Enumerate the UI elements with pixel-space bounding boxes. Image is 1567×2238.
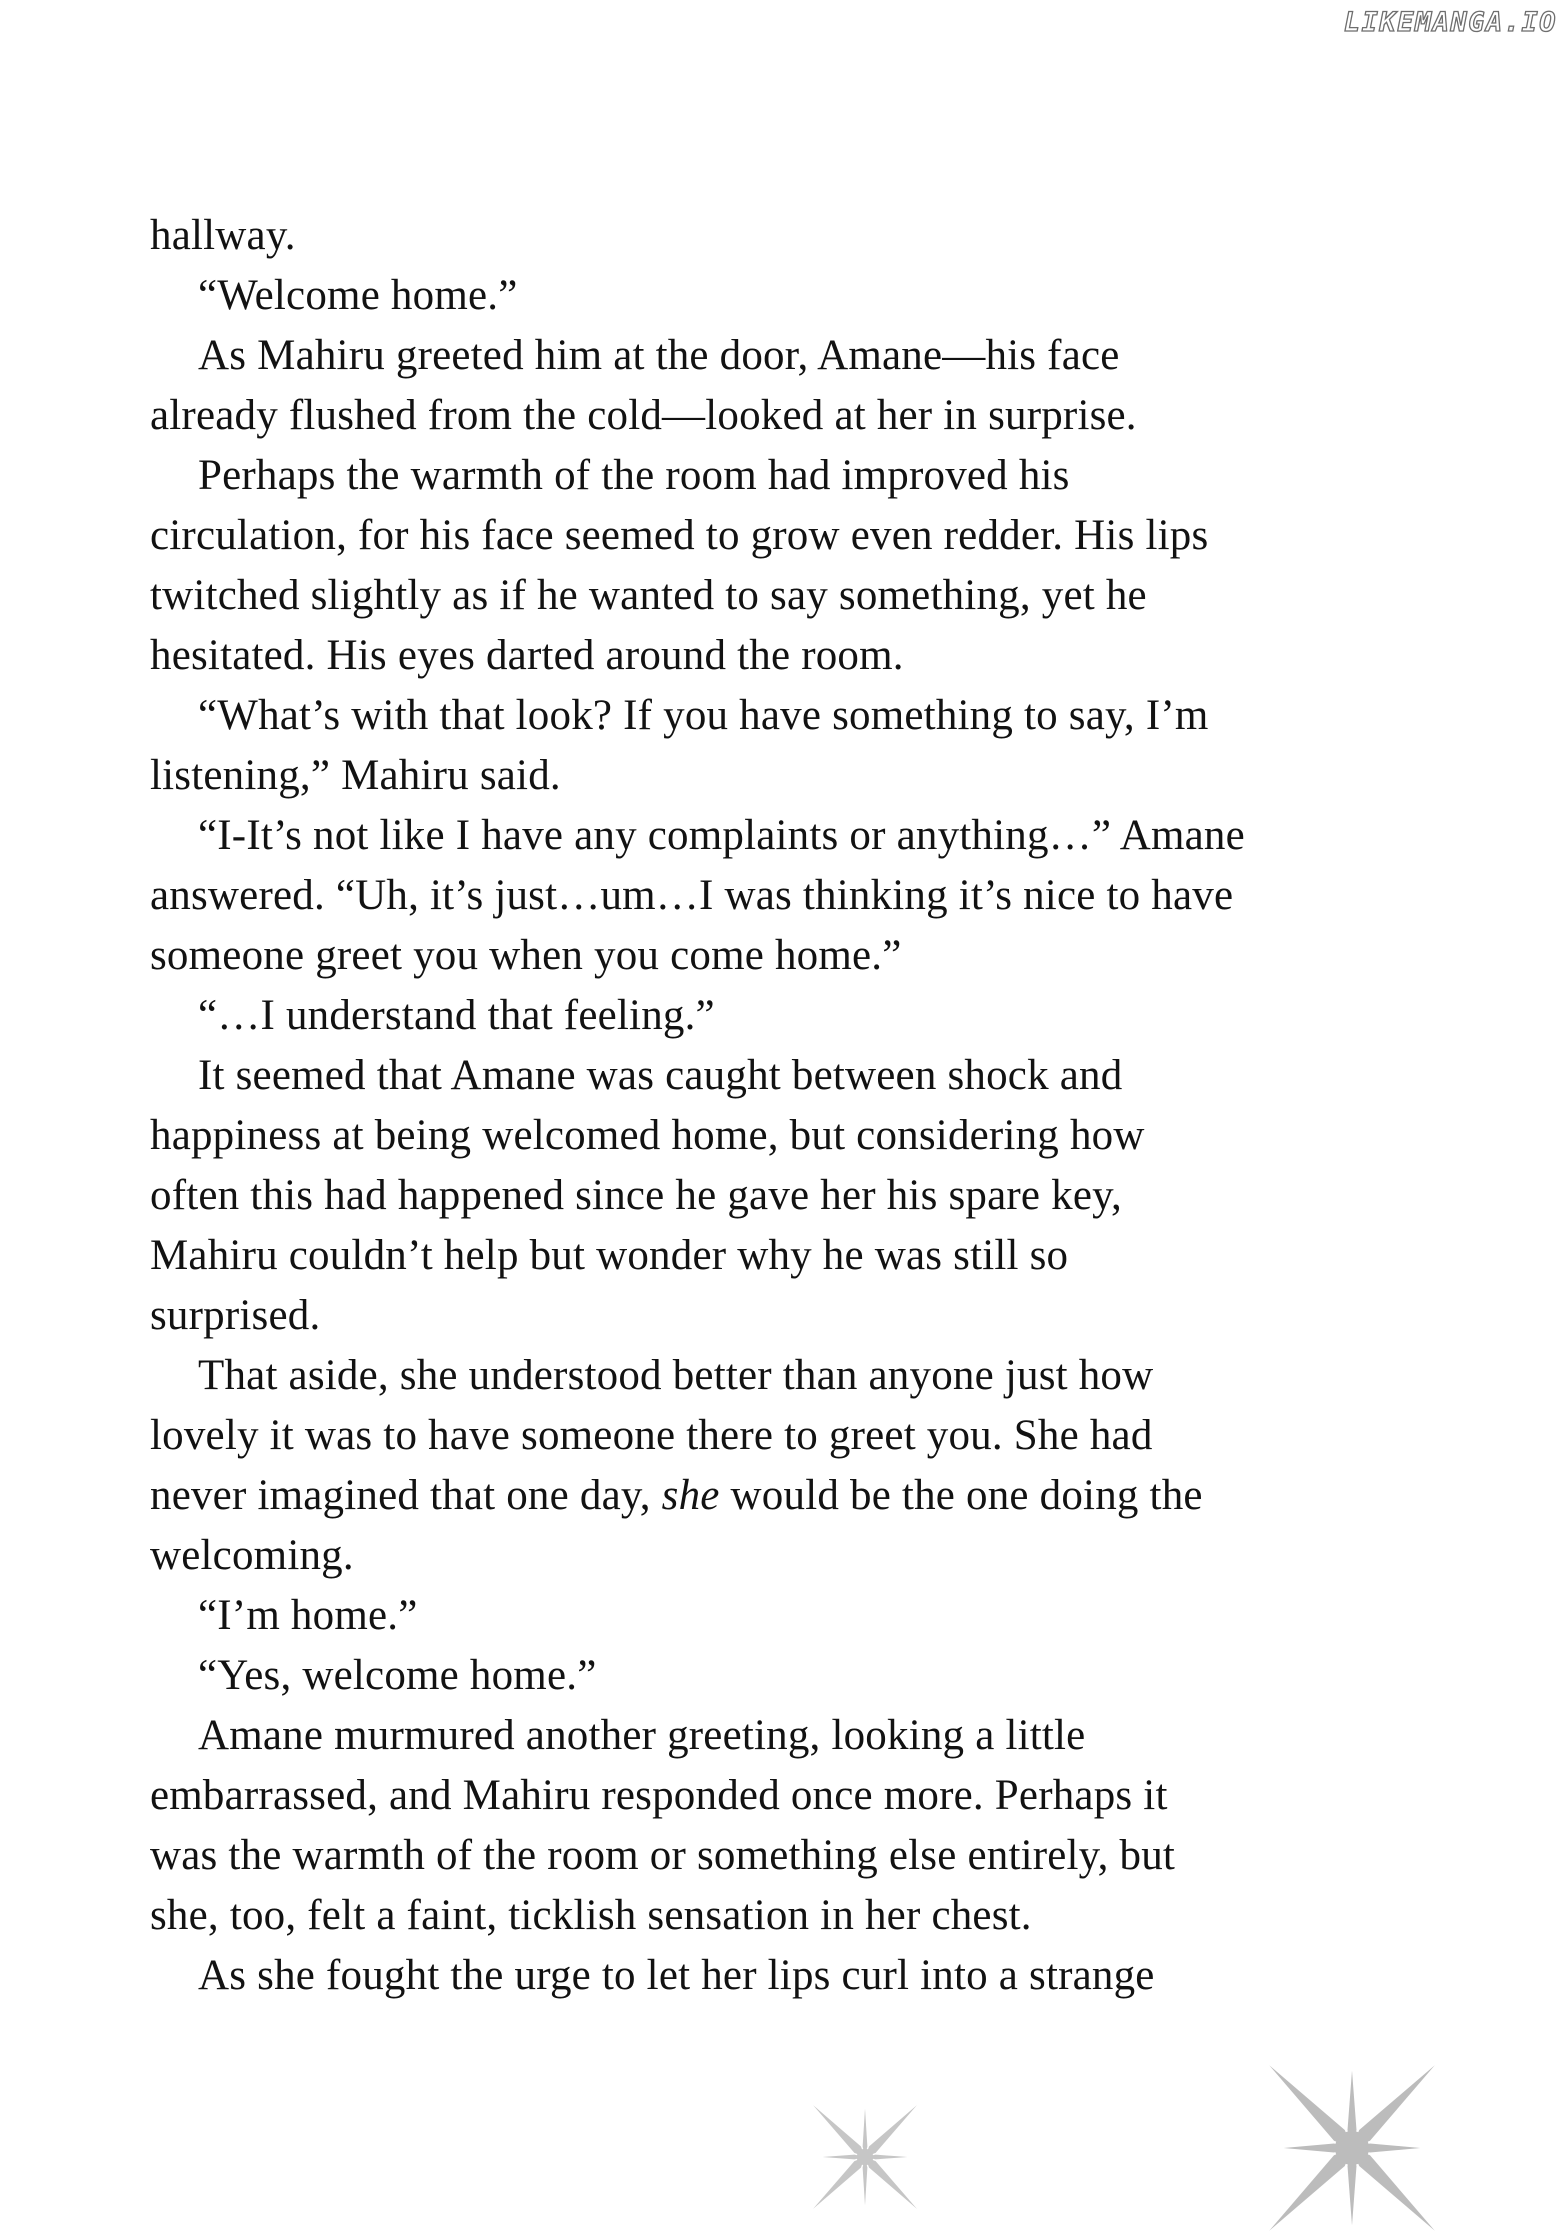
text-segment: Mahiru couldn’t help but wonder why he was still so [150,1232,1069,1279]
text-line [150,746,1490,806]
text-line [150,1706,1490,1766]
page-text [150,206,1490,2006]
text-segment: she, too, felt a faint, ticklish sensation in her chest. [150,1892,1032,1939]
text-line [150,1466,1490,1526]
text-segment: “Yes, welcome home.” [198,1652,597,1699]
text-segment: circulation, for his face seemed to grow even redder. His lips [150,512,1209,559]
text-segment: hesitated. His eyes darted around the room. [150,632,904,679]
text-line [150,506,1490,566]
text-line [150,926,1490,986]
text-segment-italic: she [661,1472,720,1519]
text-segment: As Mahiru greeted him at the door, Amane—his face [198,332,1120,379]
text-segment: happiness at being welcomed home, but considering how [150,1112,1145,1159]
text-segment: often this had happened since he gave her his spare key, [150,1172,1122,1219]
text-segment: “…I understand that feeling.” [198,992,715,1039]
text-line [150,1946,1490,2006]
text-line [150,1226,1490,1286]
text-line [150,866,1490,926]
text-line [150,1826,1490,1886]
text-segment: was the warmth of the room or something else entirely, but [150,1832,1176,1879]
text-segment: hallway. [150,212,296,259]
text-line [150,626,1490,686]
text-segment: would be the one doing the [719,1472,1203,1519]
text-segment: “Welcome home.” [198,272,518,319]
text-line [150,326,1490,386]
text-line [150,1406,1490,1466]
text-segment: answered. “Uh, it’s just…um…I was thinking it’s nice to have [150,872,1234,919]
text-segment: It seemed that Amane was caught between shock and [198,1052,1123,1099]
text-segment: As she fought the urge to let her lips curl into a strange [198,1952,1155,1999]
text-segment: lovely it was to have someone there to greet you. She had [150,1412,1153,1459]
text-line [150,1166,1490,1226]
text-line [150,1346,1490,1406]
text-segment: someone greet you when you come home.” [150,932,902,979]
sparkle-icon [1262,2058,1442,2238]
text-line [150,386,1490,446]
text-line [150,686,1490,746]
text-line [150,566,1490,626]
text-line [150,1046,1490,1106]
text-segment: That aside, she understood better than anyone just how [198,1352,1154,1399]
text-line [150,206,1490,266]
text-line [150,1766,1490,1826]
text-line [150,1586,1490,1646]
text-segment: welcoming. [150,1532,354,1579]
text-segment: listening,” Mahiru said. [150,752,561,799]
text-segment: twitched slightly as if he wanted to say something, yet he [150,572,1147,619]
text-line [150,1886,1490,1946]
text-segment: “I’m home.” [198,1592,418,1639]
text-line [150,446,1490,506]
text-line [150,1646,1490,1706]
text-line [150,266,1490,326]
text-line [150,1286,1490,1346]
site-watermark: LIKEMANGA.IO [1343,7,1557,38]
text-line [150,1106,1490,1166]
text-line [150,986,1490,1046]
sparkle-icon [806,2098,924,2216]
text-segment: “I-It’s not like I have any complaints or anything…” Amane [198,812,1245,859]
text-segment: already flushed from the cold—looked at her in surprise. [150,392,1137,439]
text-segment: “What’s with that look? If you have something to say, I’m [198,692,1209,739]
text-segment: never imagined that one day, [150,1472,662,1519]
text-line [150,806,1490,866]
text-segment: surprised. [150,1292,321,1339]
text-line [150,1526,1490,1586]
text-segment: Amane murmured another greeting, looking a little [198,1712,1086,1759]
text-segment: embarrassed, and Mahiru responded once more. Perhaps it [150,1772,1168,1819]
text-segment: Perhaps the warmth of the room had improved his [198,452,1070,499]
